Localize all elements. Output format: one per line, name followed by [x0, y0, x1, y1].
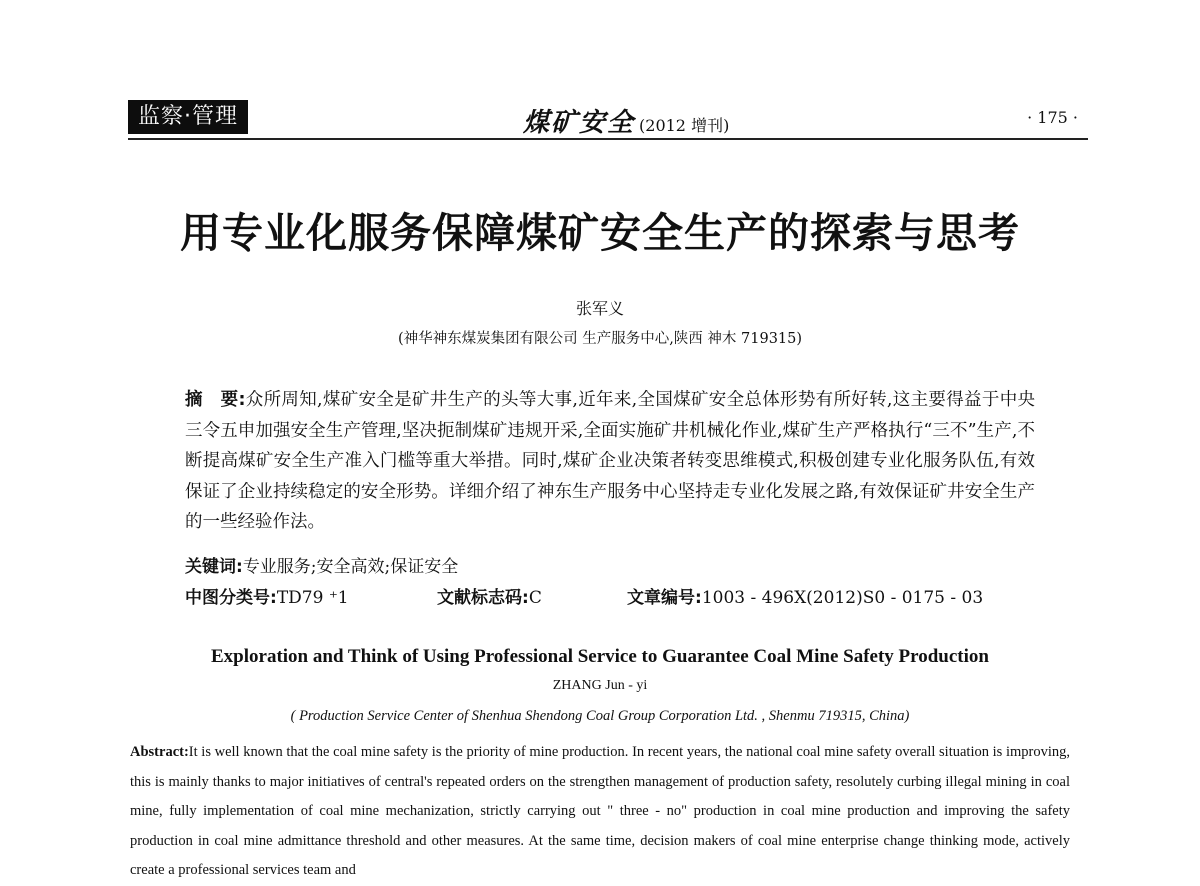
clc-label: 中图分类号: [185, 588, 277, 608]
page-header [128, 100, 1088, 136]
affiliation-cn: (神华神东煤炭集团有限公司 生产服务中心,陕西 神木 719315) [397, 331, 803, 347]
article-no-value: 1003 - 496X(2012)S0 - 0175 - 03 [701, 588, 984, 608]
keywords-text: 专业服务;安全高效;保证安全 [242, 557, 459, 577]
keywords [185, 552, 458, 577]
article-title-en: Exploration and Think of Using Professional Service to Guarantee Coal Mine Safety Production [211, 646, 989, 667]
journal-issue: (2012 增刊) [639, 116, 730, 135]
abstract-text-cn: 众所周知,煤矿安全是矿井生产的头等大事,近年来,全国煤矿安全总体形势有所好转,这主要得益于中央三令五申加强安全生产管理,坚决扼制煤矿违规开采,全面实施矿井机械化作业,煤矿生产严格执行“三不”生产,不断提高煤矿安全生产准入门槛等重大举措。同时,煤矿企业决策者转变思维模式,积极创建专业化服务队伍,有效保证了企业持续稳定的安全形势。详细介绍了神东生产服务中心坚持走专业化发展之路,有效保证矿井安全生产的一些经验作法。 [185, 390, 1036, 532]
page-number: · 175 · [1027, 108, 1078, 127]
abstract-label-cn: 摘 要: [185, 390, 246, 410]
journal-title [523, 102, 729, 139]
affiliation-en: ( Production Service Center of Shenhua Shendong Coal Group Corporation Ltd. , Shenmu 719315, China) [290, 708, 910, 724]
author-cn: 张军义 [575, 299, 624, 318]
abstract-cn [185, 385, 1035, 538]
doc-code-value: C [528, 588, 542, 608]
abstract-en [130, 738, 1070, 886]
article-no-group [627, 583, 983, 608]
clc-value: TD79 ⁺1 [276, 588, 349, 608]
journal-name: 煤矿安全 [523, 108, 636, 138]
author-en: ZHANG Jun - yi [552, 678, 648, 693]
doc-code-group [437, 583, 542, 608]
article-title-cn: 用专业化服务保障煤矿安全生产的探索与思考 [180, 209, 1020, 257]
abstract-text-en: It is well known that the coal mine safety is the priority of mine production. In recent years, the national coal mine safety overall situation is improving, this is mainly thanks to major initiatives of central's repeated orders on the strengthen management of production safety, resolutely curbing illegal mining in coal mine, fully implementation of coal mine mechanization, strictly carrying out " three - no" production in coal mine production and improving the safety production in coal mine admittance threshold and other measures. At the same time, decision makers of coal mine enterprise change thinking mode, actively create a professional services team and [130, 744, 1070, 878]
keywords-label: 关键词: [185, 557, 243, 577]
abstract-label-en: Abstract: [130, 744, 189, 760]
article-no-label: 文章编号: [627, 588, 702, 608]
header-rule [128, 138, 1088, 140]
section-tag: 监察·管理 [128, 100, 248, 134]
doc-code-label: 文献标志码: [437, 588, 529, 608]
clc-group [185, 583, 349, 608]
